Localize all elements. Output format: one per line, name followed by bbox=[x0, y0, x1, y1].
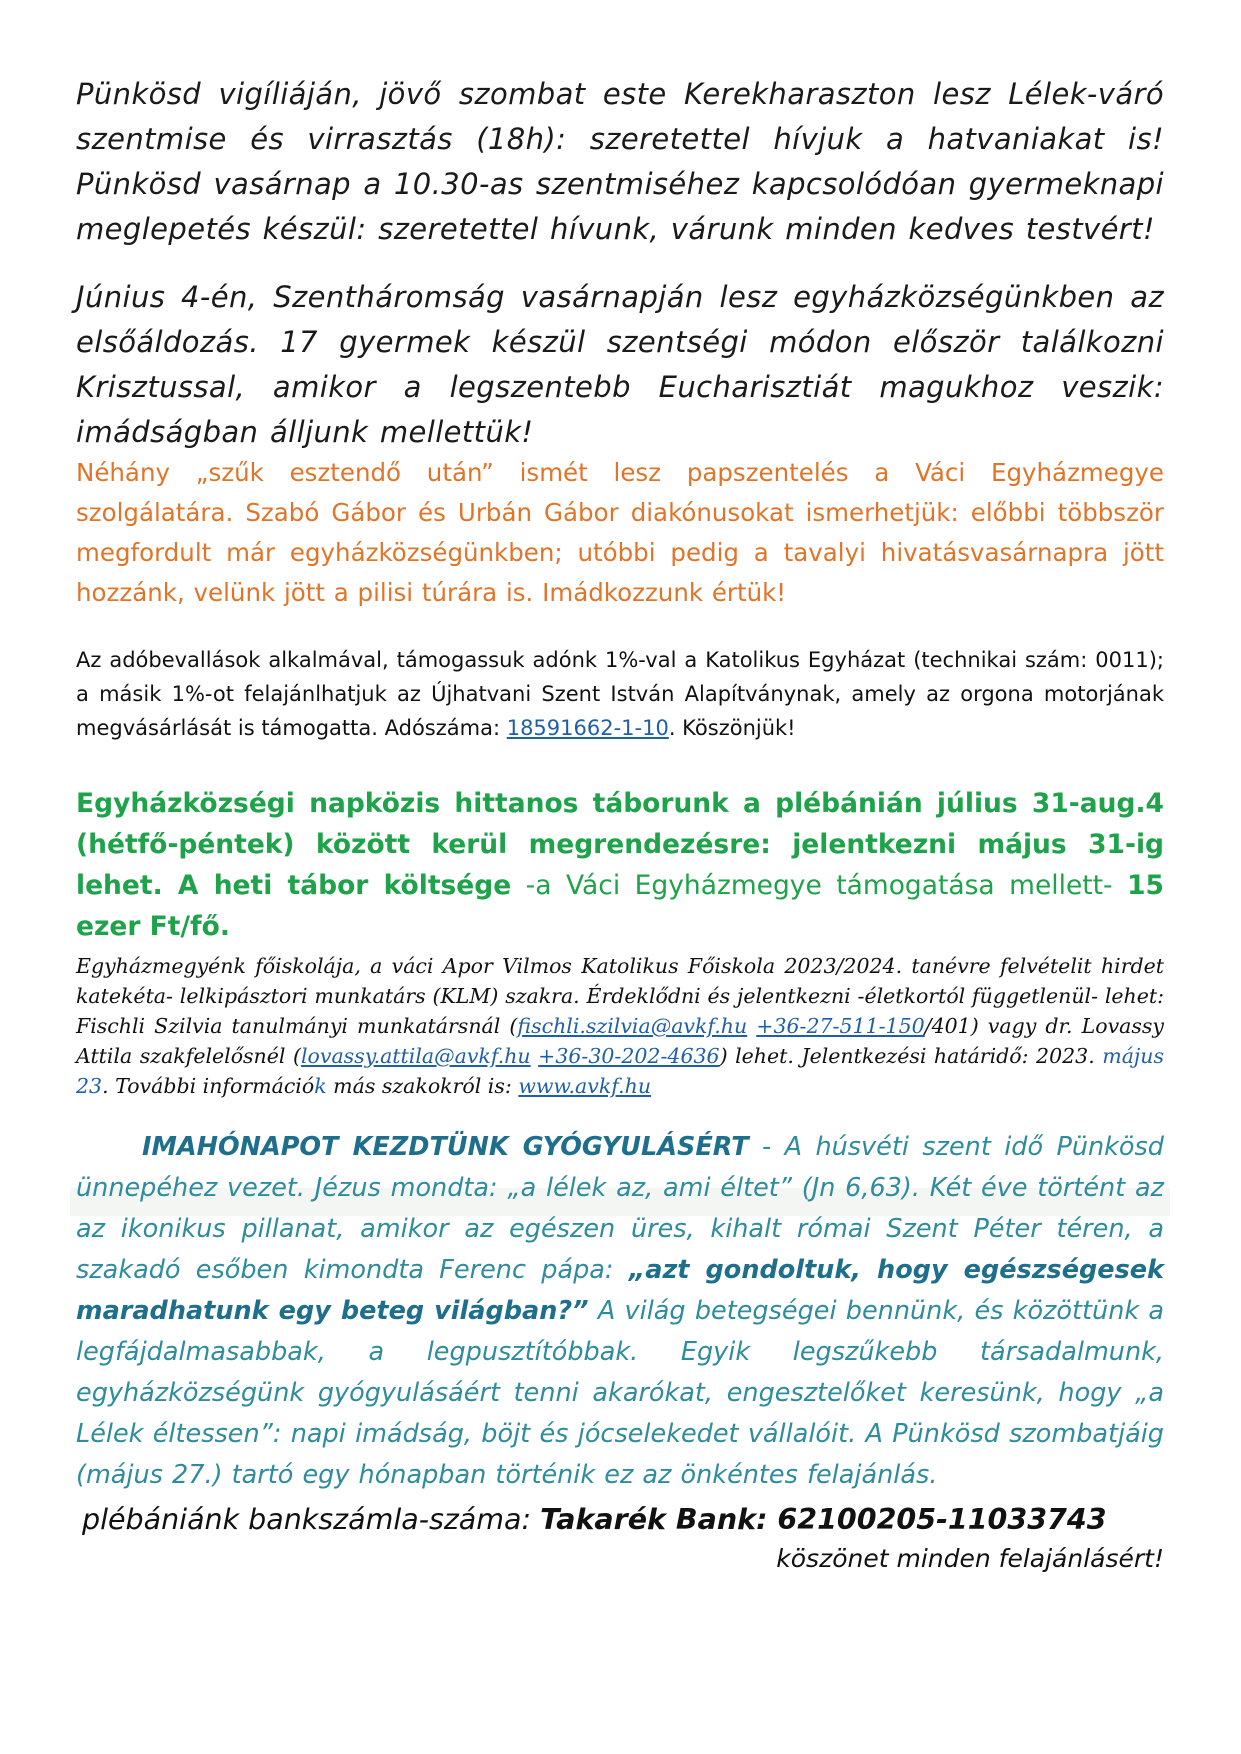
phone-link-fischli[interactable]: +36-27-511-150 bbox=[756, 1014, 925, 1038]
tax-number-link[interactable]: 18591662-1-10 bbox=[506, 716, 669, 740]
tax-text: Az adóbevallások alkalmával, támogassuk adónk 1%-val a Katolikus Egyházat (technikai szám: 0011); a másik 1%-ot felajánlhatjuk az Újhatvani Szent István Alapítványnak, amely az orgona motorjának megvásárlását is támogatta. Adószáma: bbox=[76, 648, 1164, 740]
prayer-month-text-2: A világ betegségei bennünk, és közöttünk a legfájdalmasabbak, a legpusztítóbbak. Egyik legszűkebb társadalmunk, egyházközségünk gyógyulásáért tenni akarókat, engesztelőket keresünk, hogy „a Lélek éltessen”: napi imádság, böjt és jócselekedet vállalóit. A Pünkösd szombatjáig (május 27.) tartó egy hónapban történik ez az önkéntes felajánlás. bbox=[76, 1296, 1165, 1490]
thanks-line: köszönet minden felajánlásért! bbox=[776, 1544, 1164, 1573]
letter-k: k bbox=[314, 1074, 327, 1098]
announcement-page bbox=[76, 72, 1164, 1578]
phone-link-lovassy[interactable]: +36-30-202-4636 bbox=[538, 1044, 720, 1068]
deadline-date: május 23 bbox=[76, 1044, 1164, 1098]
bank-label: plébániánk bankszámla-száma: bbox=[82, 1503, 541, 1536]
college-admission-paragraph bbox=[76, 951, 1164, 1101]
college-text-5: más szakokról is: bbox=[326, 1074, 519, 1098]
ordination-paragraph: Néhány „szűk esztendő után” ismét lesz papszentelés a Váci Egyházmegye szolgálatára. Szabó Gábor és Urbán Gábor diakónusokat ismerhetjük: előbbi többször megfordult már egyházközségünkben; utóbbi pedig a tavalyi hivatásvasárnapra jött hozzánk, velünk jött a pilisi túrára is. Imádkozzunk értük! bbox=[76, 458, 1164, 607]
tax-donation-paragraph bbox=[76, 643, 1164, 745]
camp-price: 15 ezer Ft/fő. bbox=[76, 870, 1164, 942]
website-link[interactable]: www.avkf.hu bbox=[518, 1074, 652, 1098]
college-text: Egyházmegyénk főiskolája, a váci Apor Vilmos Katolikus Főiskola 2023/2024. tanévre felvételit hirdet katekéta- lelkipásztori munkatárs (KLM) szakra. Érdeklődni és jelentkezni -életkortól függetlenül- lehet: Fischli Szilvia tanulmányi munkatársnál ( bbox=[76, 954, 1164, 1038]
bank-account-number: Takarék Bank: 62100205-11033743 bbox=[540, 1503, 1107, 1536]
pentecost-vigil-paragraph: Pünkösd vigíliáján, jövő szombat este Kerekharaszton lesz Lélek-váró szentmise és virrasztás (18h): szeretettel hívjuk a hatvaniakat is! Pünkösd vasárnap a 10.30-as szentmiséhez kapcsolódóan gyermeknapi meglepetés készül: szeretettel hívunk, várunk minden kedves testvért! bbox=[76, 77, 1164, 246]
bank-account-line bbox=[76, 1500, 1164, 1540]
camp-bold-text: Egyházközségi napközis hittanos táborunk a plébánián július 31-aug.4 (hétfő-péntek) között kerül megrendezésre: jelentkezni május 31-ig lehet. A heti tábor költsége bbox=[76, 788, 1164, 901]
email-link-fischli[interactable]: fischli.szilvia@avkf.hu bbox=[517, 1014, 748, 1038]
prayer-month-text: - A húsvéti szent idő Pünkösd ünnepéhez vezet. Jézus mondta: „a lélek az, ami éltet” (Jn 6,63). Két éve történt az az ikonikus pillanat, amikor az egészen üres, kihalt római Szent Péter téren, a szakadó esőben kimondta Ferenc pápa: bbox=[76, 1132, 1164, 1285]
email-link-lovassy[interactable]: lovassy.attila@avkf.hu bbox=[300, 1044, 531, 1068]
summer-camp-paragraph bbox=[76, 783, 1164, 947]
college-text-2: /401) vagy dr. Lovassy Attila szakfelelősnél ( bbox=[76, 1014, 1164, 1068]
spacer bbox=[747, 1014, 756, 1038]
prayer-month-heading: IMAHÓNAPOT KEZDTÜNK GYÓGYULÁSÉRT bbox=[142, 1132, 749, 1162]
pope-quote: „azt gondoltuk, hogy egészségesek maradhatunk egy beteg világban?” bbox=[76, 1255, 1164, 1326]
college-text-3: ) lehet. Jelentkezési határidő: 2023. bbox=[719, 1044, 1103, 1068]
tax-thanks: . Köszönjük! bbox=[668, 716, 796, 740]
college-text-4: . További információ bbox=[102, 1074, 315, 1098]
camp-support-text: -a Váci Egyházmegye támogatása mellett- bbox=[511, 870, 1113, 901]
first-communion-paragraph: Június 4-én, Szentháromság vasárnapján lesz egyházközségünkben az elsőáldozás. 17 gyermek készül szentségi módon először találkozni Krisztussal, amikor a legszentebb Eucharisztiát magukhoz veszik: imádságban álljunk mellettük! bbox=[76, 280, 1164, 449]
spacer bbox=[531, 1044, 539, 1068]
prayer-month-paragraph bbox=[76, 1127, 1164, 1496]
